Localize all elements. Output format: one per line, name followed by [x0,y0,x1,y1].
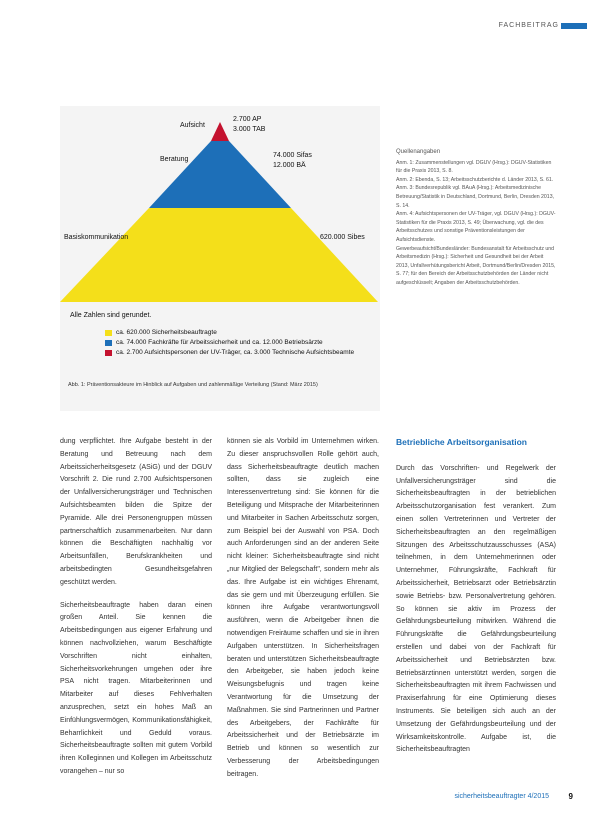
header-label: FACHBEITRAG [498,22,559,29]
label-sibes: 620.000 Sibes [320,234,365,241]
source-item: Anm. 1: Zusammenstellungen vgl. DGUV (Hrsg.): DGUV-Statistiken für die Praxis 2013, S. 8. [396,159,552,175]
sources-title: Quellenangaben [396,149,441,155]
legend-item [105,338,375,348]
label-tab: 3.000 TAB [233,126,266,133]
label-ba: 12.000 BÄ [273,162,306,169]
paragraph: Durch das Vorschriften- und Regelwerk der Unfallversicherungsträger sind die Sicherheitsbeauftragten in der betrieblichen Arbeitsschutzorganisation fest verankert. Zum einen sollen Vertreterinnen und Vertreter der Sicherheitsbeauftragten an den regelmäßigen Sitzungen des Arbeitsschutzausschusses (ASA) teilnehmen, in dem Unternehmerinnen oder Unternehmer, Führungskräfte, Fachkraft für Arbeitssicherheit, Betriebsarzt oder Betriebsärztin sowie Betriebs- bzw. Personalvertretung gehören. So können sie aktiv im Prozess der Gefährdungsbeurteilung mitwirken. Während die Führungskräfte die Gefährdungsbeurteilung erstellen und dabei von der Fachkraft für Arbeitssicherheit und Betriebsärzten bzw. Betriebsärztinnen unterstützt werden, sorgen die Sicherheitsbeauftragten mit ihrem Fachwissen und Praxiserfahrung für eine Optimierung dieses Instruments. Sie beteiligen sich auch an der Umsetzung der Gefährdungsbeurteilung und der Wirksamkeitskontrolle. Aufgabe ist, die Sicherheitsbeauftragten [396,464,556,754]
page-number: 9 [568,792,573,801]
pyramid-top-red [211,122,229,141]
legend-item [105,348,375,358]
legend [105,328,375,358]
label-ap: 2.700 AP [233,116,262,123]
source-item: Anm. 2: Ebenda, S. 13; Arbeitsschutzberichte d. Länder 2013, S. 61. [396,176,554,183]
label-aufsicht: Aufsicht [180,122,205,129]
label-basis: Basiskommunikation [64,234,129,241]
column-left [60,436,212,779]
legend-item [105,328,375,338]
pyramid-base-yellow [60,208,378,302]
legend-text: ca. 620.000 Sicherheitsbeauftragte [116,329,217,336]
pyramid-middle-blue [149,141,291,208]
legend-swatch [105,340,112,346]
legend-swatch [105,330,112,336]
legend-text: ca. 74.000 Fachkräfte für Arbeitssicherheit und ca. 12.000 Betriebsärzte [116,339,323,346]
source-item: Gewerbeaufsicht/Bundesländer: Bundesanstalt für Arbeitsschutz und Arbeitsmedizin (Hrsg.): Sicherheit und Gesundheit bei der Arbeit 2013, Unfallverhütungsbericht Arbeit, Dortmund/Berlin/Dresden 2015, S. 77; für den Bereich der Arbeitsschutzbehörden der Länder nicht aufgeschlüsselt; Angaben der Arbeitsschutzbehörden. [396,245,556,286]
source-item: Anm. 3: Bundesrepublik vgl. BAuA (Hrsg.): Arbeitsmedizinische Betreuung/Statistik in Deutschland, Dortmund, Berlin, Dresden 2013, S. 14. [396,185,555,209]
figure-caption: Abb. 1: Präventionsakteure im Hinblick auf Aufgaben und zahlenmäßige Verteilung (Stand: März 2015) [68,382,318,388]
legend-swatch [105,350,112,356]
column-middle [227,436,379,782]
legend-text: ca. 2.700 Aufsichtspersonen der UV-Träger, ca. 3.000 Technische Aufsichtsbeamte [116,349,355,356]
section-heading: Betriebliche Arbeitsorganisation [396,437,527,447]
label-sifas: 74.000 Sifas [273,152,312,159]
rounding-note: Alle Zahlen sind gerundet. [70,312,152,319]
column-right [396,436,556,757]
label-beratung: Beratung [160,156,189,163]
paragraph: können sie als Vorbild im Unternehmen wirken. Zu dieser anspruchsvollen Rolle gehört auch, dass Sicherheitsbeauftragte deutlich machen sollten, dass sie zugleich eine Interessenvertretung sind: Sie können für die Beteiligung und Mitsprache der Mitarbeiterinnen und Mitarbeiter in Sachen Arbeitsschutz sorgen, zum Beispiel bei der Auswahl von PSA. Doch auch Anforderungen sind an der anderen Seite nicht kleiner: Sicherheitsbeauftragte sind nicht „nur Mitglied der Belegschaft", sondern mehr als das. Ihre Aufgabe ist ein wichtiges Ehrenamt, das sie gern und mit Überzeugung erfüllen. Sie können ihre Aufgabe verantwortungsvoll ausführen, wenn die Arbeitgeber ihnen die notwendigen Freiräume schaffen und sie in ihren Aufgaben unterstützen. In Sicherheitsfragen beraten und unterstützen Sicherheitsbeauftragte den Arbeitgeber, sie haben jedoch keine Weisungsbefugnis und tragen keine Verantwortung für die Umsetzung der Maßnahmen. Sie sind Partnerinnen und Partner des Arbeitgebers, der Fachkräfte für Arbeitssicherheit und der Betriebsärzte im Betrieb und können so wesentlich zur Verbesserung der Arbeitsbedingungen beitragen. [227,438,379,778]
paragraph: Sicherheitsbeauftragte haben daran einen großen Anteil. Sie kennen die Arbeitsbedingungen aus eigener Erfahrung und können nachvollziehen, warum Beschäftigte Vorschriften nicht einhalten, Sicherheitsvorkehrungen umgehen oder ihre PSA nicht tragen. Mitarbeiterinnen und Mitarbeiter auf dieses Fehlverhalten anzusprechen, setzt ein hohes Maß an Einfühlungsvermögen, Kommunikationsfähigkeit, Beharrlichkeit und Geduld voraus. Sicherheitsbeauftragte sollten mit gutem Vorbild ihren Kolleginnen und Kollegen im Arbeitsschutz vorangehen – nur so [60,601,212,775]
header-accent-bar [561,23,587,29]
source-item: Anm. 4: Aufsichtspersonen der UV-Träger, vgl. DGUV (Hrsg.): DGUV-Statistiken für die Praxis 2013, S. 49; Überwachung, vgl. die des Arbeitsschutzes und sonstige Präventionsleistungen der Aufsichtsdienste. [396,211,556,243]
footer-journal: sicherheitsbeauftragter 4/2015 [454,793,549,800]
sources-box [396,148,556,288]
pyramid-graphic [60,106,380,311]
paragraph: dung verpflichtet. Ihre Aufgabe besteht in der Beratung und Betreuung nach dem Arbeitssicherheitsgesetz (ASiG) und der DGUV Vorschrift 2. Die rund 2.700 Aufsichtspersonen der Unfallversicherungsträger und Technischen Aufsichtsbeamten bilden die Spitze der Pyramide. Alle drei Personengruppen müssen partnerschaftlich zusammenarbeiten. Nur dann können die Beschäftigten nachhaltig vor Arbeitsunfällen, Berufskrankheiten und arbeitsbedingten Gesundheitsgefahren geschützt werden. [60,438,212,586]
pyramid-figure [60,106,380,411]
